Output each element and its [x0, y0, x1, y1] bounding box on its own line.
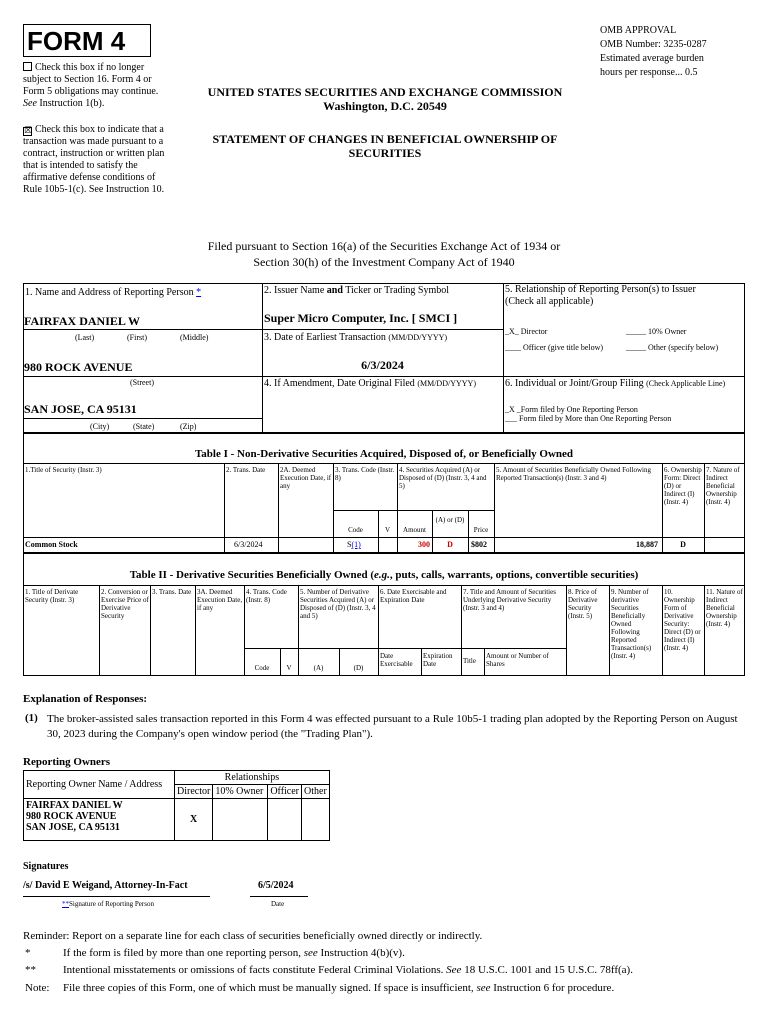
city-label: (City)	[90, 422, 110, 431]
t1-h6: 6. Ownership Form: Direct (D) or Indirect (I) (Instr. 4)	[664, 466, 702, 506]
checkbox-icon[interactable]	[23, 62, 32, 71]
t1-h2: 2. Trans. Date	[226, 466, 266, 474]
box6-label: 6. Individual or Joint/Group Filing (Check Applicable Line)	[505, 378, 726, 389]
t2-h6: 6. Date Exercisable and Expiration Date	[380, 588, 447, 604]
t1-h1: 1.Title of Security (Instr. 3)	[25, 466, 102, 474]
t2-title: Title	[463, 657, 476, 665]
t1-amount: Amount	[403, 526, 426, 534]
checkbox-no-longer-subject: Check this box if no longer subject to Section 16. Form 4 or Form 5 obligations may continue. See Instruction 1(b).	[23, 62, 159, 109]
officer-header: Officer	[268, 785, 302, 799]
t1-row-code: S(1)	[347, 540, 361, 549]
t2-amt: Amount or Number of Shares	[486, 652, 549, 668]
table2-title: Table II - Derivative Securities Beneficially Owned (e.g., puts, calls, warrants, options, convertible securities)	[129, 569, 639, 581]
t2-h1: 1. Title of Derivate Security (Instr. 3)	[25, 588, 79, 604]
street-value: 980 ROCK AVENUE	[24, 360, 133, 374]
officer-option: ____ Officer (give title below)	[505, 343, 604, 352]
t1-h5: 5. Amount of Securities Beneficially Owned Following Reported Transaction(s) (Instr. 3 and 4)	[496, 466, 651, 482]
t2-h3a: 3A. Deemed Execution Date, if any	[197, 588, 243, 612]
form-title-box	[23, 24, 151, 57]
footnote-star-text: If the form is filed by more than one reporting person, see Instruction 4(b)(v).	[63, 947, 405, 959]
t1-price: Price	[473, 526, 489, 534]
zip-label: (Zip)	[180, 422, 197, 431]
note-label: Note:	[25, 982, 50, 994]
footnote-doublestar: **	[25, 964, 36, 976]
reporting-owners-table	[23, 770, 330, 841]
owner-address: FAIRFAX DANIEL W 980 ROCK AVENUE SAN JOSE, CA 95131	[24, 799, 175, 841]
box1-label: 1. Name and Address of Reporting Person *	[25, 287, 202, 298]
t1-code: Code	[348, 526, 363, 534]
director-mark: X	[175, 799, 213, 841]
t1-row-price: $802	[471, 540, 487, 549]
t2-d: (D)	[353, 664, 364, 672]
t2-a: (A)	[313, 664, 324, 672]
form-title: FORM 4	[27, 26, 126, 56]
omb-approval: OMB APPROVAL OMB Number: 3235-0287 Estimated average burden hours per response... 0.5	[600, 25, 707, 78]
t1-h2a: 2A. Deemed Execution Date, if any	[280, 466, 332, 490]
issuer-name: Super Micro Computer, Inc. [ SMCI ]	[264, 311, 458, 325]
checkbox-10b5-1: ☒ Check this box to indicate that a transaction was made pursuant to a contract, instruction or written plan that is intended to satisfy the affirmative defense conditions of Rule 10b5-1(c). See Instruction 10.	[23, 124, 165, 195]
owner10-header: 10% Owner	[213, 785, 268, 799]
t1-h3: 3. Trans. Code (Instr. 8)	[335, 466, 395, 482]
footnote-doublestar-text: Intentional misstatements or omissions of facts constitute Federal Criminal Violations. See 18 U.S.C. 1001 and 15 U.S.C. 78ff(a).	[63, 964, 633, 976]
t2-h11: 11. Nature of Indirect Beneficial Ownership (Instr. 4)	[706, 588, 743, 628]
owners-heading: Reporting Owners	[23, 756, 111, 768]
t1-row-title: Common Stock	[25, 540, 78, 549]
signature-date: 6/5/2024	[258, 880, 294, 891]
t1-h4: 4. Securities Acquired (A) or Disposed of (D) (Instr. 3, 4 and 5)	[399, 466, 487, 490]
t2-h4: 4. Trans. Code (Instr. 8)	[246, 588, 287, 604]
t1-row-amount: 300	[418, 540, 430, 549]
last-label: (Last)	[75, 333, 95, 342]
t2-de: Date Exercisable	[380, 652, 413, 668]
t2-h9: 9. Number of derivative Securities Beneficially Owned Following Reported Transaction(s) (Instr. 4)	[611, 588, 652, 660]
t1-aord: (A) or (D)	[435, 516, 465, 524]
t2-h3: 3. Trans. Date	[152, 588, 192, 596]
statement-heading: STATEMENT OF CHANGES IN BENEFICIAL OWNERSHIP OF SECURITIES	[212, 132, 558, 160]
other-header: Other	[302, 785, 330, 799]
ten-percent-owner-option: _____ 10% Owner	[626, 327, 687, 336]
t1-v: V	[384, 526, 391, 534]
box5-label: 5. Relationship of Reporting Person(s) to Issuer (Check all applicable)	[505, 284, 696, 307]
table1-title: Table I - Non-Derivative Securities Acquired, Disposed of, or Beneficially Owned	[194, 448, 574, 460]
other-option: _____ Other (specify below)	[626, 343, 719, 352]
explanation-num: (1)	[25, 712, 38, 724]
filed-by-one: _X _Form filed by One Reporting Person	[505, 405, 638, 414]
t1-row-date: 6/3/2024	[234, 540, 263, 549]
signature: /s/ David E Weigand, Attorney-In-Fact	[23, 880, 188, 891]
t1-h7: 7. Nature of Indirect Beneficial Ownership (Instr. 4)	[706, 466, 740, 506]
t2-code: Code	[254, 664, 270, 672]
city-value: SAN JOSE, CA 95131	[24, 402, 137, 416]
box2-label: 2. Issuer Name and Ticker or Trading Symbol	[264, 285, 450, 296]
t2-h8: 8. Price of Derivative Security (Instr. 5)	[568, 588, 598, 620]
footnote-link[interactable]: (1)	[351, 540, 361, 549]
t2-h5: 5. Number of Derivative Securities Acquired (A) or Disposed of (D) (Instr. 3, 4 and 5)	[300, 588, 376, 620]
explanation-heading: Explanation of Responses:	[23, 693, 148, 705]
t2-h2: 2. Conversion or Exercise Price of Derivative Security	[101, 588, 149, 620]
note-text: File three copies of this Form, one of which must be manually signed. If space is insufficient, see Instruction 6 for procedure.	[63, 982, 615, 994]
signature-label: **Signature of Reporting Person	[62, 900, 154, 908]
street-label: (Street)	[130, 378, 154, 387]
reminder: Reminder: Report on a separate line for each class of securities beneficially owned directly or indirectly.	[23, 930, 483, 942]
reporting-person-name: FAIRFAX DANIEL W	[24, 314, 141, 328]
filed-pursuant: Filed pursuant to Section 16(a) of the Securities Exchange Act of 1934 or Section 30(h) of the Investment Company Act of 1940	[207, 239, 561, 269]
t2-v: V	[286, 664, 292, 672]
checked-box-icon[interactable]: ☒	[24, 126, 33, 136]
state-label: (State)	[133, 422, 155, 431]
filed-by-more: ___ Form filed by More than One Reporting Person	[505, 414, 672, 423]
signatures-heading: Signatures	[23, 861, 69, 872]
first-label: (First)	[127, 333, 147, 342]
commission-heading: UNITED STATES SECURITIES AND EXCHANGE COMMISSION Washington, D.C. 20549	[207, 85, 563, 113]
footnote-star: *	[25, 947, 31, 959]
t1-row-owned: 18,887	[636, 540, 658, 549]
director-header: Director	[175, 785, 213, 799]
date-label: Date	[271, 900, 285, 908]
t1-row-form: D	[680, 540, 686, 549]
owner-col-header: Reporting Owner Name / Address	[24, 771, 175, 799]
box4-label: 4. If Amendment, Date Original Filed (MM/DD/YYYY)	[264, 378, 476, 389]
explanation-text: The broker-assisted sales transaction reported in this Form 4 was effected pursuant to a Rule 10b5-1 trading plan adopted by the Reporting Person on August 30, 2023 during the Company's open window period (the "Trading Plan").	[47, 713, 738, 740]
earliest-transaction-date: 6/3/2024	[361, 358, 404, 372]
middle-label: (Middle)	[180, 333, 209, 342]
director-option: _X_ Director	[505, 327, 548, 336]
t2-ed: Expiration Date	[423, 652, 453, 668]
relationships-header: Relationships	[175, 771, 330, 785]
box3-label: 3. Date of Earliest Transaction (MM/DD/YYYY)	[264, 332, 448, 343]
t2-h7: 7. Title and Amount of Securities Underlying Derivative Security (Instr. 3 and 4)	[463, 588, 556, 612]
t2-h10: 10. Ownership Form of Derivative Security: Direct (D) or Indirect (I) (Instr. 4)	[664, 588, 701, 652]
t1-row-ad: D	[447, 540, 453, 549]
